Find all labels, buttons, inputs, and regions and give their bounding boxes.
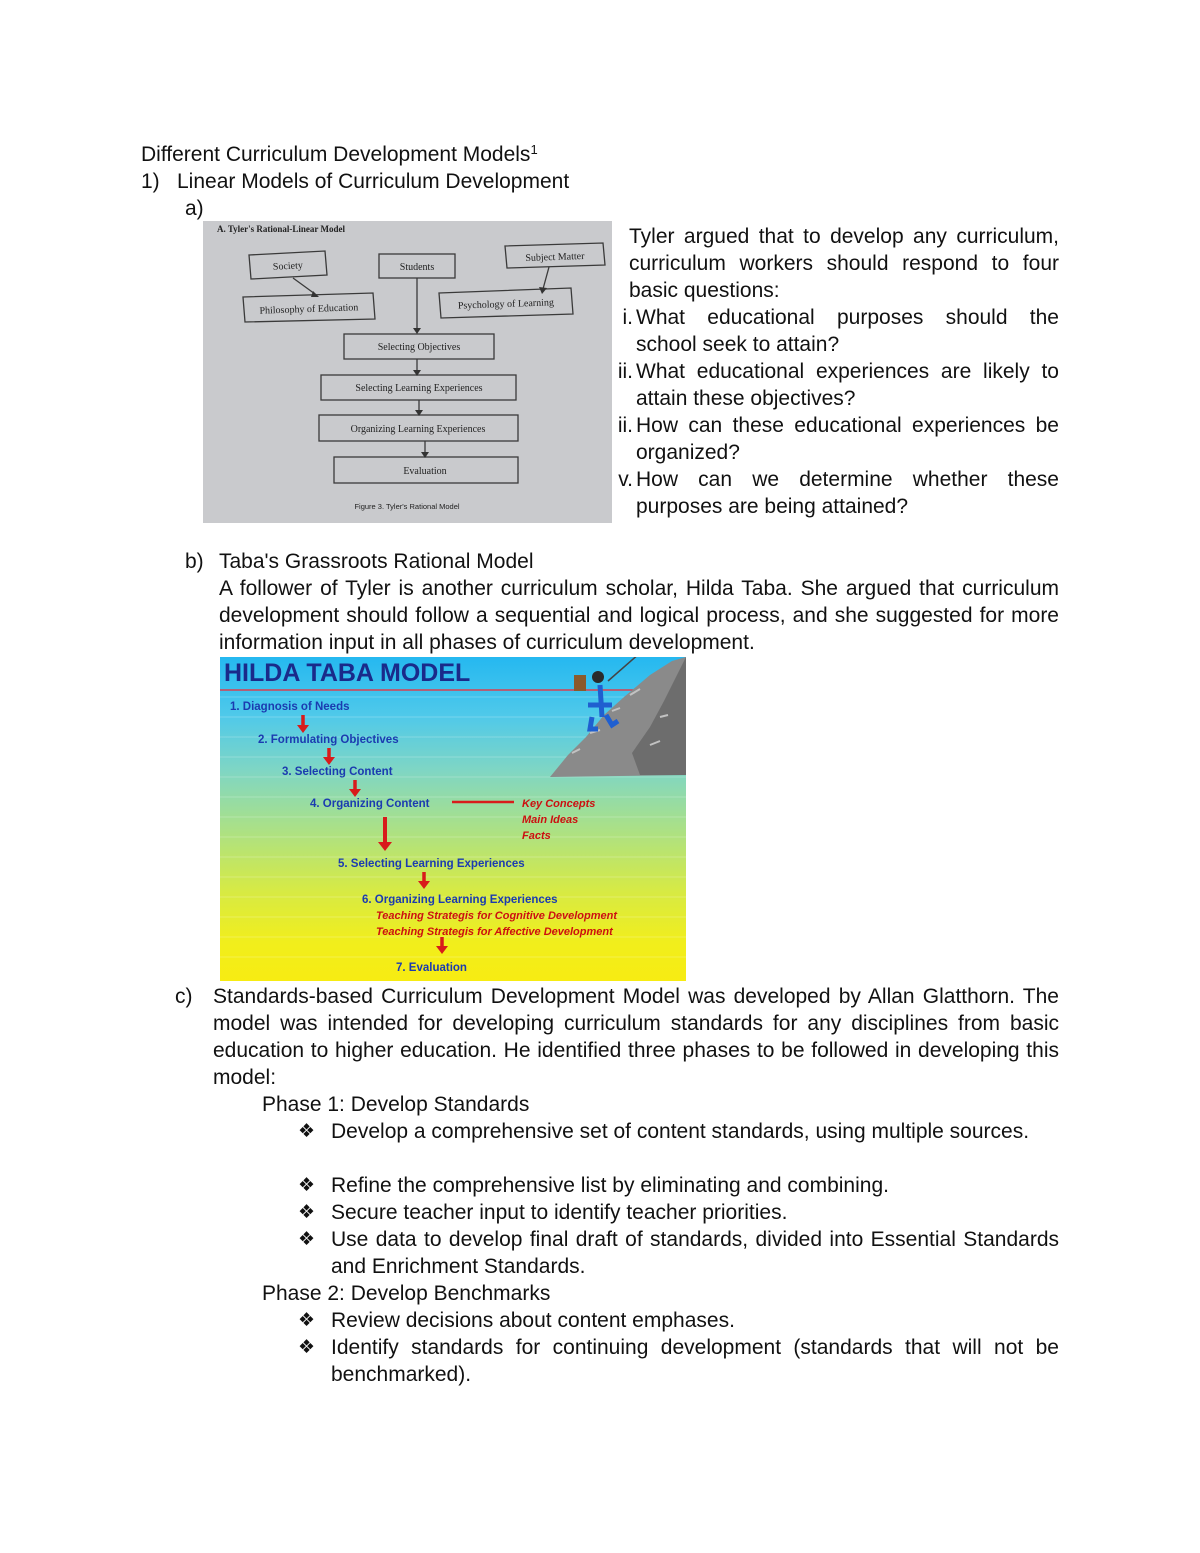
organizing-label: Organizing Learning Experiences (350, 424, 486, 435)
tyler-intro: Tyler argued that to develop any curriculum, curriculum workers should respond to four basic questions: (629, 225, 1059, 302)
taba-step-2: 2. Formulating Objectives (258, 734, 399, 746)
question-number: ii. (617, 360, 633, 383)
item-c-body: Standards-based Curriculum Development Model was developed by Allan Glatthorn. The model was intended for developing curriculum standards for any disciplines from basic education to higher education. He identified three phases to be followed in developing this model: (213, 985, 1059, 1089)
footnote-mark: 1 (530, 142, 538, 157)
question-text: How can we determine whether these purposes are being attained? (636, 468, 1059, 518)
taba-strategy-cognitive: Teaching Strategis for Cognitive Development (376, 910, 618, 922)
phase-1-bullet: Refine the comprehensive list by eliminating and combining. (331, 1174, 889, 1197)
phase-2-title: Phase 2: Develop Benchmarks (262, 1282, 551, 1305)
taba-figure-title: HILDA TABA MODEL (224, 659, 471, 687)
tyler-model-figure (203, 221, 612, 523)
document-heading: Different Curriculum Development Models$^1$ (141, 142, 538, 166)
section-number: 1) (141, 170, 160, 193)
taba-note-key-concepts: Key Concepts (522, 798, 596, 810)
phase-1-bullet: Use data to develop final draft of standards, divided into Essential Standards and Enrichment Standards. (331, 1228, 1059, 1278)
tyler-figure-caption: Figure 3. Tyler's Rational Model (354, 502, 460, 511)
question-text: What educational purposes should the school seek to attain? (636, 306, 1059, 356)
taba-arrow (418, 872, 430, 889)
taba-step-6: 6. Organizing Learning Experiences (362, 894, 558, 906)
item-b-body: A follower of Tyler is another curriculum scholar, Hilda Taba. She argued that curriculum development should follow a sequential and logical process, and she suggested for more information input in all phases of curriculum development. (219, 577, 1059, 654)
experiences-label: Selecting Learning Experiences (355, 383, 483, 394)
phase-1-bullet: Develop a comprehensive set of content standards, using multiple sources. (331, 1120, 1030, 1143)
tyler-figure-title: A. Tyler's Rational-Linear Model (217, 224, 345, 234)
psychology-label: Psychology of Learning (457, 297, 555, 312)
question-number: i. (622, 306, 633, 329)
question-number: ii. (617, 414, 633, 437)
taba-strategy-affective: Teaching Strategis for Affective Development (376, 926, 613, 938)
section-title: Linear Models of Curriculum Development (177, 170, 570, 193)
taba-arrow (378, 817, 392, 851)
taba-note-main-ideas: Main Ideas (522, 814, 579, 826)
question-text: What educational experiences are likely to attain these objectives? (636, 360, 1059, 410)
taba-step-7: 7. Evaluation (396, 962, 467, 974)
question-text: How can these educational experiences be organized? (636, 414, 1059, 464)
taba-step-4: 4. Organizing Content (310, 798, 430, 810)
item-c-label: c) (175, 985, 193, 1008)
evaluation-label: Evaluation (403, 466, 447, 477)
society-label: Society (272, 260, 304, 273)
taba-step-3: 3. Selecting Content (282, 766, 393, 778)
taba-step-5: 5. Selecting Learning Experiences (338, 858, 525, 870)
bullet-diamond-icon: ❖ (298, 1121, 316, 1142)
phase-2-bullet: Review decisions about content emphases. (331, 1309, 735, 1332)
bullet-diamond-icon: ❖ (298, 1310, 316, 1331)
objectives-label: Selecting Objectives (377, 342, 461, 353)
taba-model-figure (220, 657, 686, 981)
phase-1-title: Phase 1: Develop Standards (262, 1093, 530, 1116)
item-b-title: Taba's Grassroots Rational Model (219, 550, 534, 573)
question-number: v. (618, 468, 633, 491)
philosophy-label: Philosophy of Education (259, 302, 359, 317)
item-b-label: b) (185, 550, 204, 573)
bullet-diamond-icon: ❖ (298, 1202, 316, 1223)
subject-matter-label: Subject Matter (525, 250, 585, 265)
taba-step-1: 1. Diagnosis of Needs (230, 701, 350, 713)
students-label: Students (399, 262, 435, 273)
taba-arrow (436, 937, 448, 954)
taba-arrow (297, 715, 309, 733)
taba-note-facts: Facts (522, 830, 551, 842)
taba-arrow (349, 780, 361, 797)
bullet-diamond-icon: ❖ (298, 1337, 316, 1358)
item-a-label: a) (185, 197, 204, 220)
bullet-diamond-icon: ❖ (298, 1175, 316, 1196)
phase-1-bullet: Secure teacher input to identify teacher priorities. (331, 1201, 788, 1224)
bullet-diamond-icon: ❖ (298, 1229, 316, 1250)
phase-2-bullet: Identify standards for continuing development (standards that will not be benchmarked). (331, 1336, 1059, 1386)
